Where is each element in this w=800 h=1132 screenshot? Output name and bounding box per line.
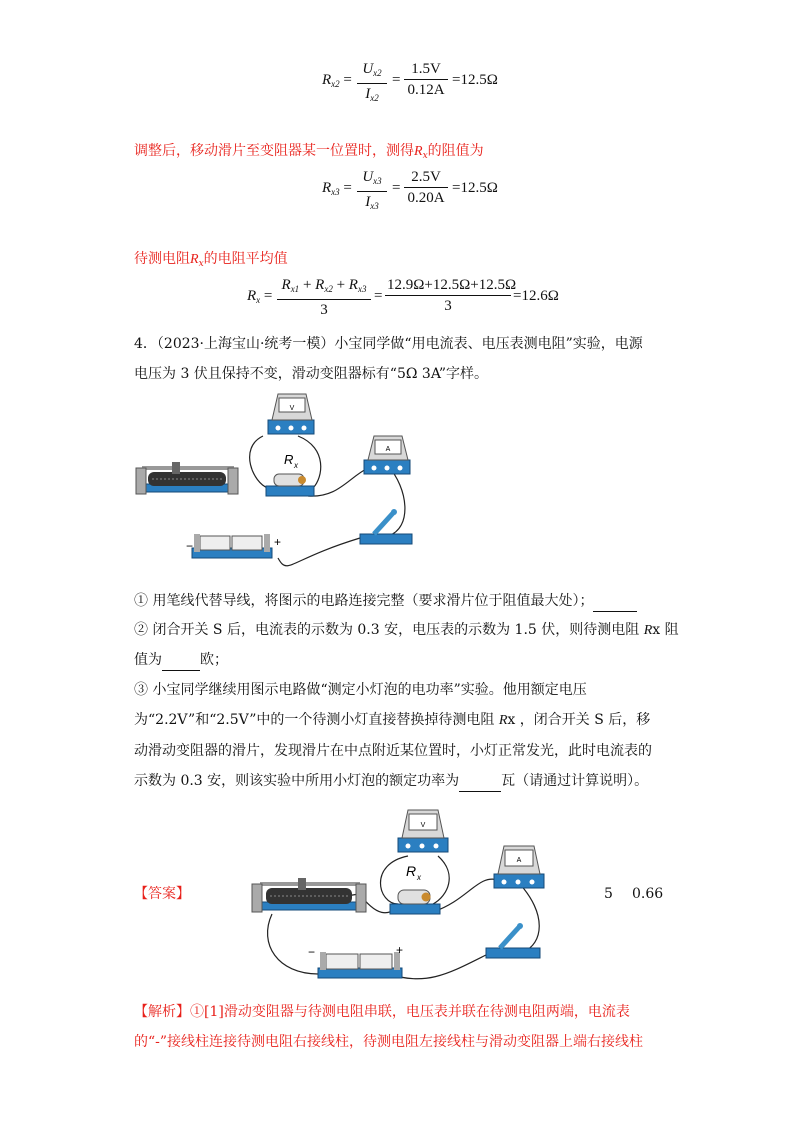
eq-denominator: 0.12A — [407, 82, 445, 98]
voltmeter-icon — [398, 810, 448, 852]
circuit-figure-2 — [248, 804, 558, 996]
resistor-sub: x — [294, 461, 298, 470]
battery-minus: − — [186, 539, 194, 553]
ammeter-icon — [364, 436, 410, 474]
eq-symbol: I — [365, 86, 371, 102]
equation-average: $R_x$ = $\frac{R_{x1} + R_{x2} + R_{x3}}{3}$ = $\frac{12.9\Omega+12.5\Omega+12.5\Omega}{3}$ =12.6Ω — [247, 277, 559, 318]
equation-rx2: $R_{x2}$ = $\frac{U_{x2}}{I_{x2}}$ = $\frac{1.5V}{0.12A}$ =12.5Ω — [322, 61, 498, 103]
question-4-item3d: 示数为 0.3 安，则该实验中所用小灯泡的额定功率为 瓦（请通过计算说明）。 — [134, 770, 648, 792]
battery-icon — [308, 943, 403, 978]
answer-tag: 【答案】 — [134, 886, 190, 902]
question-4-item2: ② 闭合开关 S 后，电流表的示数为 0.3 安，电压表的示数为 1.5 伏，则待测电阻 Rx 阻 — [134, 622, 679, 638]
voltmeter-label: V — [420, 822, 426, 829]
battery-plus: + — [396, 943, 404, 957]
ammeter-label: A — [385, 446, 391, 453]
answer-value-1: 5 — [604, 886, 613, 902]
battery-minus: − — [308, 945, 316, 959]
resistor-rx-icon — [266, 452, 314, 496]
eq-symbol: R — [322, 72, 332, 88]
ammeter-icon — [494, 846, 544, 888]
question-4-line1: 4．（2023·上海宝山·统考一模）小宝同学做“用电流表、电压表测电阻”实验，电源 — [134, 336, 643, 352]
answer-value-2: 0.66 — [632, 886, 664, 902]
question-4-item3c: 动滑动变阻器的滑片，发现滑片在中点附近某位置时，小灯正常发光，此时电流表的 — [134, 743, 652, 759]
eq-symbol: U — [362, 61, 374, 77]
resistor-sub: x — [417, 873, 421, 882]
switch-icon — [486, 923, 540, 958]
eq-result: =12.5Ω — [452, 72, 498, 88]
rheostat-icon — [136, 462, 238, 494]
analysis-tag: 【解析】 — [134, 1004, 190, 1020]
ammeter-label: A — [516, 857, 522, 864]
circuit-figure-1 — [128, 388, 438, 576]
average-text: 待测电阻$R_x$的电阻平均值 — [134, 251, 288, 269]
resistor-label: R — [284, 452, 294, 467]
equation-rx3: $R_{x3}$ = $\frac{U_{x3}}{I_{x3}}$ = $\frac{2.5V}{0.20A}$ =12.5Ω — [322, 169, 498, 211]
question-4-item3b: 为“2.2V”和“2.5V”中的一个待测小灯直接替换掉待测电阻 Rx ，闭合开关 S 后，移 — [134, 712, 651, 728]
question-4-line2: 电压为 3 伏且保持不变，滑动变阻器标有“5Ω 3A”字样。 — [134, 366, 489, 382]
voltmeter-icon — [268, 394, 314, 434]
rheostat-icon — [252, 878, 366, 912]
battery-icon — [186, 534, 281, 558]
answer-blank-1[interactable] — [593, 595, 637, 612]
voltmeter-label: V — [289, 405, 295, 412]
question-4-item1: ① 用笔线代替导线，将图示的电路连接完整（要求滑片位于阻值最大处）； — [134, 590, 637, 612]
resistor-label: R — [406, 863, 417, 879]
battery-plus: + — [274, 535, 282, 549]
adjust-text: 调整后，移动滑片至变阻器某一位置时，测得$R_x$的阻值为 — [134, 143, 484, 161]
answer-blank-2[interactable] — [162, 654, 200, 671]
question-4-item2-cont: 值为 欧； — [134, 649, 228, 671]
question-4-item3a: ③ 小宝同学继续用图示电路做“测定小灯泡的电功率”实验。他用额定电压 — [134, 682, 587, 698]
resistor-rx-icon — [390, 863, 440, 914]
answer-blank-3[interactable] — [459, 775, 501, 792]
eq-numerator: 1.5V — [404, 60, 448, 80]
analysis-line1: 【解析】①[1]滑动变阻器与待测电阻串联，电压表并联在待测电阻两端，电流表 — [134, 1004, 630, 1020]
analysis-line2: 的“-”接线柱连接待测电阻右接线柱，待测电阻左接线柱与滑动变阻器上端右接线柱 — [134, 1034, 644, 1050]
